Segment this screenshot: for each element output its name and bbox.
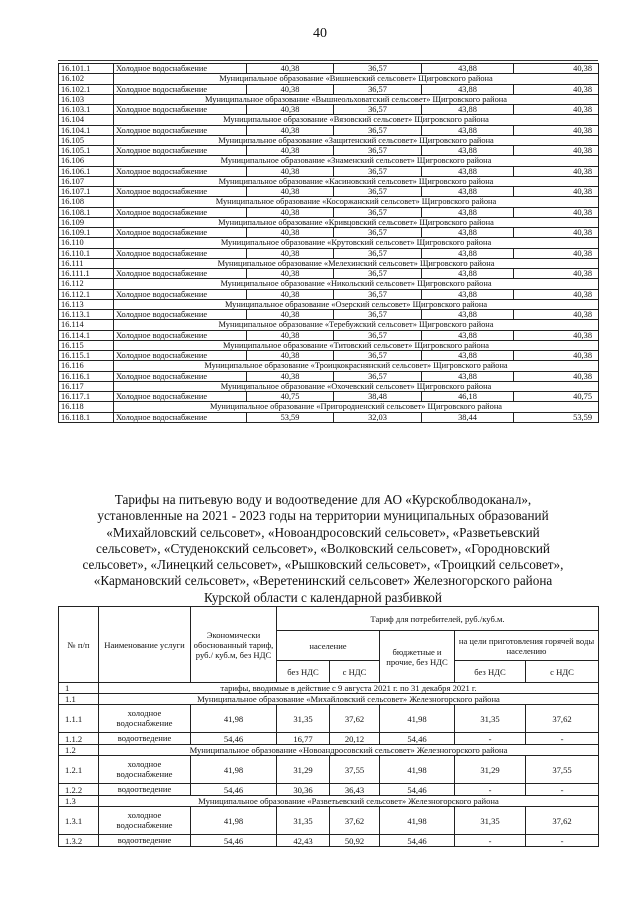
row-value: 43,88 <box>422 248 514 258</box>
row-value: 36,57 <box>334 166 422 176</box>
header-no-vat: без НДС <box>455 661 526 683</box>
row-code: 16.103.1 <box>59 105 114 115</box>
municipality-row <box>59 135 599 145</box>
row-value: 41,98 <box>380 705 455 733</box>
table-row <box>59 248 599 258</box>
table-row <box>59 105 599 115</box>
row-service: холодное водоснабжение <box>99 705 191 733</box>
row-value: - <box>455 733 526 745</box>
row-value: 43,88 <box>422 207 514 217</box>
row-code: 16.118.1 <box>59 412 114 422</box>
municipality-row <box>59 176 599 186</box>
row-value: 40,38 <box>247 289 334 299</box>
row-code: 1.2.2 <box>59 784 99 796</box>
header-econ-tariff: Экономически обоснованный тариф, руб./ куб.м, без НДС <box>191 607 277 683</box>
table-row <box>59 784 599 796</box>
municipality-row <box>59 217 599 227</box>
municipality-row <box>59 258 599 268</box>
row-service: Холодное водоснабжение <box>114 392 247 402</box>
row-code: 16.109 <box>59 217 114 227</box>
row-value: 38,48 <box>334 392 422 402</box>
row-value: 54,46 <box>380 733 455 745</box>
row-value: 40,38 <box>514 125 599 135</box>
row-value: 31,35 <box>277 807 330 835</box>
municipality-row <box>59 94 599 104</box>
municipality-name: Муниципальное образование «Разветьевский сельсовет» Железногорского района <box>99 796 599 807</box>
header-no-vat: без НДС <box>277 661 330 683</box>
title-line: Курской области с календарной разбивкой <box>204 589 442 605</box>
municipality-name: Муниципальное образование «Мелехинский сельсовет» Щигровского района <box>114 258 599 268</box>
table-row <box>59 392 599 402</box>
row-value: 40,38 <box>247 371 334 381</box>
row-code: 16.110.1 <box>59 248 114 258</box>
table-row <box>59 64 599 74</box>
title-line: «Михайловский сельсовет», «Новоандросовский сельсовет», «Разветьевский <box>106 524 540 540</box>
row-service: Холодное водоснабжение <box>114 166 247 176</box>
municipality-name: Муниципальное образование «Кривцовский сельсовет» Щигровского района <box>114 217 599 227</box>
header-service: Наименование услуги <box>99 607 191 683</box>
municipality-row <box>59 299 599 309</box>
row-code: 16.110 <box>59 238 114 248</box>
row-value: 36,57 <box>334 289 422 299</box>
row-value: 31,35 <box>277 705 330 733</box>
municipality-row <box>59 340 599 350</box>
row-service: Холодное водоснабжение <box>114 371 247 381</box>
row-code: 16.104 <box>59 115 114 125</box>
row-code: 16.106.1 <box>59 166 114 176</box>
row-service: Холодное водоснабжение <box>114 412 247 422</box>
row-service: Холодное водоснабжение <box>114 105 247 115</box>
row-value: 50,92 <box>330 835 380 847</box>
municipality-name: Муниципальное образование «Косоржанский сельсовет» Щигровского района <box>114 197 599 207</box>
municipality-name: Муниципальное образование «Вышнеольховатский сельсовет» Щигровского района <box>114 94 599 104</box>
header-with-vat: с НДС <box>330 661 380 683</box>
row-service: холодное водоснабжение <box>99 756 191 784</box>
header-consumer-tariff: Тариф для потребителей, руб./куб.м. <box>277 607 599 631</box>
row-code: 1.3 <box>59 796 99 807</box>
row-code: 1.1.2 <box>59 733 99 745</box>
row-value: 30,36 <box>277 784 330 796</box>
row-value: 36,57 <box>334 269 422 279</box>
header-num: № п/п <box>59 607 99 683</box>
section-title <box>68 492 578 606</box>
row-value: 40,38 <box>247 330 334 340</box>
row-value: 36,57 <box>334 125 422 135</box>
municipality-name: Муниципальное образование «Вязовский сельсовет» Щигровского района <box>114 115 599 125</box>
row-value: 54,46 <box>191 835 277 847</box>
row-value: 36,57 <box>334 207 422 217</box>
table-row <box>59 187 599 197</box>
tariff-table-shchigry <box>58 63 599 423</box>
row-value: 40,38 <box>514 146 599 156</box>
table-row <box>59 125 599 135</box>
row-code: 16.114.1 <box>59 330 114 340</box>
row-value: 40,38 <box>514 289 599 299</box>
municipality-name: Муниципальное образование «Озерский сельсовет» Щигровского района <box>114 299 599 309</box>
row-code: 16.118 <box>59 402 114 412</box>
title-line: Тарифы на питьевую воду и водоотведение для АО «Курскоблводоканал», <box>114 492 532 507</box>
row-code: 16.102.1 <box>59 84 114 94</box>
table-row <box>59 835 599 847</box>
tariff-table-zheleznogorsk <box>58 606 599 847</box>
row-value: 40,38 <box>247 310 334 320</box>
row-value: 40,38 <box>247 351 334 361</box>
row-service: Холодное водоснабжение <box>114 248 247 258</box>
row-code: 16.103 <box>59 94 114 104</box>
page-number: 40 <box>313 26 327 41</box>
municipality-name: Муниципальное образование «Крутовский сельсовет» Щигровского района <box>114 238 599 248</box>
table-row <box>59 351 599 361</box>
municipality-row <box>59 361 599 371</box>
row-code: 16.108 <box>59 197 114 207</box>
row-value: 20,12 <box>330 733 380 745</box>
period-code: 1 <box>59 683 99 694</box>
row-value: 37,62 <box>330 705 380 733</box>
municipality-row <box>59 320 599 330</box>
table-row <box>59 330 599 340</box>
row-code: 16.113.1 <box>59 310 114 320</box>
row-service: Холодное водоснабжение <box>114 351 247 361</box>
row-value: - <box>526 835 599 847</box>
row-value: 31,35 <box>455 807 526 835</box>
title-line: сельсовет», «Студенокский сельсовет», «Волковский сельсовет», «Городновский <box>95 540 550 556</box>
municipality-name: Муниципальное образование «Защитенский сельсовет» Щигровского района <box>114 135 599 145</box>
row-value: 53,59 <box>514 412 599 422</box>
row-value: 36,57 <box>334 228 422 238</box>
municipality-name: Муниципальное образование «Титовский сельсовет» Щигровского района <box>114 340 599 350</box>
row-code: 16.117 <box>59 381 114 391</box>
row-value: 36,57 <box>334 187 422 197</box>
table-row <box>59 705 599 733</box>
row-value: 40,75 <box>247 392 334 402</box>
row-value: 40,38 <box>514 207 599 217</box>
row-code: 16.115 <box>59 340 114 350</box>
municipality-row <box>59 381 599 391</box>
municipality-name: Муниципальное образование «Теребужский сельсовет» Щигровского района <box>114 320 599 330</box>
row-value: 43,88 <box>422 351 514 361</box>
row-code: 16.116 <box>59 361 114 371</box>
row-service: Холодное водоснабжение <box>114 289 247 299</box>
row-value: 37,55 <box>330 756 380 784</box>
table-row <box>59 310 599 320</box>
municipality-name: Муниципальное образование «Троицкокраснянский сельсовет» Щигровского района <box>114 361 599 371</box>
row-value: - <box>526 733 599 745</box>
row-service: Холодное водоснабжение <box>114 187 247 197</box>
row-value: 40,38 <box>247 146 334 156</box>
row-service: Холодное водоснабжение <box>114 330 247 340</box>
municipality-name: Муниципальное образование «Вишневский сельсовет» Щигровского района <box>114 74 599 84</box>
row-value: 31,35 <box>455 705 526 733</box>
municipality-name: Муниципальное образование «Знаменский сельсовет» Щигровского района <box>114 156 599 166</box>
row-value: 43,88 <box>422 125 514 135</box>
row-value: 54,46 <box>380 835 455 847</box>
row-service: Холодное водоснабжение <box>114 125 247 135</box>
municipality-row <box>59 115 599 125</box>
table-row <box>59 269 599 279</box>
row-value: 40,75 <box>514 392 599 402</box>
municipality-row <box>59 238 599 248</box>
row-code: 16.113 <box>59 299 114 309</box>
row-value: 36,57 <box>334 64 422 74</box>
row-value: 40,38 <box>247 207 334 217</box>
table-row <box>59 733 599 745</box>
row-value: 40,38 <box>514 166 599 176</box>
row-value: 53,59 <box>247 412 334 422</box>
row-value: 40,38 <box>514 84 599 94</box>
row-value: 46,18 <box>422 392 514 402</box>
row-value: 40,38 <box>247 248 334 258</box>
row-value: 54,46 <box>191 733 277 745</box>
row-service: Холодное водоснабжение <box>114 84 247 94</box>
row-code: 1.1.1 <box>59 705 99 733</box>
table-row <box>59 207 599 217</box>
row-service: Холодное водоснабжение <box>114 207 247 217</box>
row-value: 40,38 <box>247 166 334 176</box>
row-code: 16.102 <box>59 74 114 84</box>
row-value: 40,38 <box>247 269 334 279</box>
municipality-name: Муниципальное образование «Охочевский сельсовет» Щигровского района <box>114 381 599 391</box>
row-value: 31,29 <box>277 756 330 784</box>
row-value: 40,38 <box>514 371 599 381</box>
row-code: 16.107 <box>59 176 114 186</box>
row-code: 16.112.1 <box>59 289 114 299</box>
row-value: 40,38 <box>514 248 599 258</box>
row-value: 36,57 <box>334 146 422 156</box>
row-code: 16.114 <box>59 320 114 330</box>
row-value: 40,38 <box>247 187 334 197</box>
row-code: 16.101.1 <box>59 64 114 74</box>
municipality-name: Муниципальное образование «Никольский сельсовет» Щигровского района <box>114 279 599 289</box>
row-service: Холодное водоснабжение <box>114 269 247 279</box>
table-row <box>59 371 599 381</box>
row-value: - <box>455 784 526 796</box>
row-code: 16.104.1 <box>59 125 114 135</box>
table-row <box>59 84 599 94</box>
period-text: тарифы, вводимые в действие с 9 августа 2021 г. по 31 декабря 2021 г. <box>99 683 599 694</box>
header-with-vat: с НДС <box>526 661 599 683</box>
row-value: 40,38 <box>514 187 599 197</box>
municipality-row <box>59 156 599 166</box>
municipality-name: Муниципальное образование «Касиновский сельсовет» Щигровского района <box>114 176 599 186</box>
row-value: 43,88 <box>422 371 514 381</box>
row-value: 40,38 <box>247 84 334 94</box>
row-value: 36,57 <box>334 248 422 258</box>
row-value: 38,44 <box>422 412 514 422</box>
row-value: 36,43 <box>330 784 380 796</box>
municipality-name: Муниципальное образование «Михайловский сельсовет» Железногорского района <box>99 694 599 705</box>
header-hot-water: на цели приготовления горячей воды населению <box>455 631 599 661</box>
row-value: 32,03 <box>334 412 422 422</box>
row-value: 40,38 <box>247 228 334 238</box>
row-service: водоотведение <box>99 784 191 796</box>
row-code: 16.105.1 <box>59 146 114 156</box>
title-line: сельсовет», «Линецкий сельсовет», «Рышковский сельсовет», «Троицкий сельсовет», <box>82 557 564 573</box>
row-value: 40,38 <box>514 310 599 320</box>
title-line: «Кармановский сельсовет», «Веретенинский сельсовет» Железногорского района <box>93 573 553 589</box>
row-value: 36,57 <box>334 310 422 320</box>
row-service: Холодное водоснабжение <box>114 310 247 320</box>
row-value: 40,38 <box>514 64 599 74</box>
row-code: 16.108.1 <box>59 207 114 217</box>
row-service: Холодное водоснабжение <box>114 146 247 156</box>
table-row <box>59 289 599 299</box>
row-code: 16.109.1 <box>59 228 114 238</box>
row-value: 43,88 <box>422 64 514 74</box>
table-row <box>59 807 599 835</box>
row-value: - <box>455 835 526 847</box>
row-value: 36,57 <box>334 351 422 361</box>
row-value: 40,38 <box>514 228 599 238</box>
row-value: 40,38 <box>247 105 334 115</box>
row-code: 16.112 <box>59 279 114 289</box>
row-service: Холодное водоснабжение <box>114 64 247 74</box>
row-service: Холодное водоснабжение <box>114 228 247 238</box>
municipality-row <box>59 796 599 807</box>
row-code: 16.111 <box>59 258 114 268</box>
row-value: 43,88 <box>422 310 514 320</box>
row-value: 40,38 <box>514 269 599 279</box>
row-value: - <box>526 784 599 796</box>
table-row <box>59 146 599 156</box>
header-budget: бюджетные и прочие, без НДС <box>380 631 455 683</box>
municipality-row <box>59 694 599 705</box>
row-value: 37,62 <box>526 807 599 835</box>
row-code: 16.107.1 <box>59 187 114 197</box>
row-value: 43,88 <box>422 166 514 176</box>
row-value: 16,77 <box>277 733 330 745</box>
table-row <box>59 166 599 176</box>
title-line: установленные на 2021 - 2023 годы на территории муниципальных образований <box>97 508 549 524</box>
row-value: 36,57 <box>334 330 422 340</box>
row-value: 43,88 <box>422 187 514 197</box>
municipality-row <box>59 279 599 289</box>
row-value: 36,57 <box>334 84 422 94</box>
row-code: 1.1 <box>59 694 99 705</box>
row-code: 16.105 <box>59 135 114 145</box>
municipality-name: Муниципальное образование «Новоандросовский сельсовет» Железногорского района <box>99 745 599 756</box>
row-service: холодное водоснабжение <box>99 807 191 835</box>
row-service: водоотведение <box>99 835 191 847</box>
row-value: 43,88 <box>422 146 514 156</box>
row-code: 16.117.1 <box>59 392 114 402</box>
row-value: 40,38 <box>247 64 334 74</box>
row-value: 41,98 <box>380 756 455 784</box>
municipality-name: Муниципальное образование «Пригородненский сельсовет» Щигровского района <box>114 402 599 412</box>
row-value: 37,62 <box>526 705 599 733</box>
row-value: 42,43 <box>277 835 330 847</box>
row-value: 41,98 <box>191 807 277 835</box>
row-value: 41,98 <box>380 807 455 835</box>
row-value: 43,88 <box>422 228 514 238</box>
row-value: 31,29 <box>455 756 526 784</box>
row-value: 41,98 <box>191 756 277 784</box>
row-value: 37,55 <box>526 756 599 784</box>
row-code: 16.111.1 <box>59 269 114 279</box>
row-value: 36,57 <box>334 105 422 115</box>
table-row <box>59 228 599 238</box>
row-value: 40,38 <box>514 351 599 361</box>
row-value: 43,88 <box>422 105 514 115</box>
row-value: 54,46 <box>191 784 277 796</box>
row-value: 40,38 <box>514 330 599 340</box>
row-value: 41,98 <box>191 705 277 733</box>
top-rule <box>58 60 598 61</box>
row-service: водоотведение <box>99 733 191 745</box>
row-value: 43,88 <box>422 330 514 340</box>
row-value: 43,88 <box>422 84 514 94</box>
row-code: 16.116.1 <box>59 371 114 381</box>
row-code: 16.115.1 <box>59 351 114 361</box>
row-value: 37,62 <box>330 807 380 835</box>
row-code: 16.106 <box>59 156 114 166</box>
header-population: население <box>277 631 380 661</box>
row-value: 43,88 <box>422 289 514 299</box>
row-value: 54,46 <box>380 784 455 796</box>
row-value: 43,88 <box>422 269 514 279</box>
row-code: 1.3.1 <box>59 807 99 835</box>
row-code: 1.2.1 <box>59 756 99 784</box>
row-code: 1.2 <box>59 745 99 756</box>
municipality-row <box>59 197 599 207</box>
municipality-row <box>59 74 599 84</box>
row-value: 36,57 <box>334 371 422 381</box>
row-code: 1.3.2 <box>59 835 99 847</box>
table-row <box>59 412 599 422</box>
municipality-row <box>59 745 599 756</box>
municipality-row <box>59 402 599 412</box>
row-value: 40,38 <box>514 105 599 115</box>
table-row <box>59 756 599 784</box>
row-value: 40,38 <box>247 125 334 135</box>
